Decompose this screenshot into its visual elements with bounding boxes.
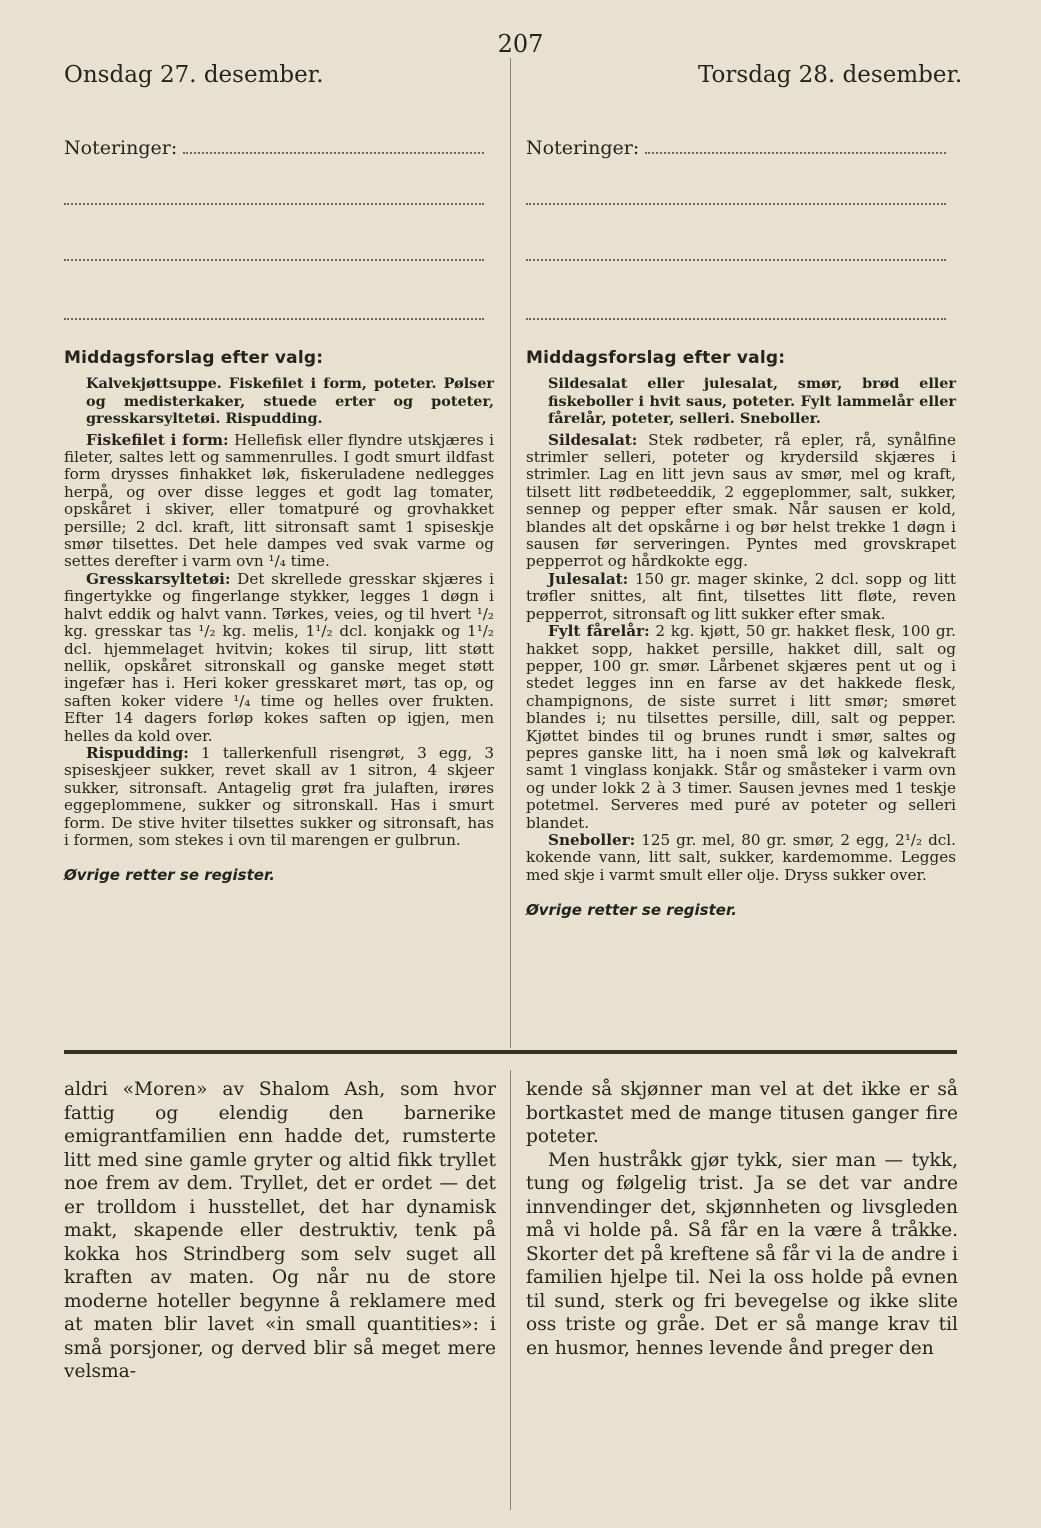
register-note: Øvrige retter se register. xyxy=(64,866,275,885)
recipe xyxy=(64,571,494,745)
menu-heading: Middagsforslag efter valg: xyxy=(64,348,324,368)
left-menu xyxy=(64,350,494,885)
column-divider xyxy=(510,58,511,1048)
recipe-text: Hellefisk eller flyndre utskjæres i fileter, saltes lett og sammenrulles. I godt smurt ildfast form drysses finhakket løk, fiskeruladene nedlegges herpå, og over disse legges et godt lag tomater, opskåret i skiver, eller tomatpuré og grovhakket persille; 2 dcl. kraft, litt sitronsaft samt 1 spiseskje smør tilsettes. Det hele dampes ved svak varme og settes derefter i varm ovn ¹/₄ time. xyxy=(64,430,494,571)
recipe-name: Julesalat: xyxy=(548,569,629,588)
recipe-text: 2 kg. kjøtt, 50 gr. hakket flesk, 100 gr. hakket sopp, hakket persille, hakket dill, salt og pepper, 100 gr. smør. Lårbenet skjæres pent ut og i stedet legges inn en farse av det hakkede flesk, champignons, de siste surret i litt smør; smøret blandes i; nu tilsettes persille, dill, salt og pepper. Kjøttet bindes til og brunes rundt i smør, saltes og pepres ganske litt, ha i noen små løk og kalvekraft samt 1 vinglass konjakk. Står og småsteker i varm ovn og under lokk 2 à 3 timer. Sausen jevnes med 1 teskje potetmel. Serveres med puré av poteter og selleri blandet. xyxy=(526,622,956,832)
essay-paragraph: kende så skjønner man vel at det ikke er så bortkastet med de mange titusen ganger fire poteter. xyxy=(526,1079,958,1147)
recipe-name: Sneboller: xyxy=(548,830,636,849)
recipe-name: Fylt fårelår: xyxy=(548,622,650,641)
recipe-name: Rispudding: xyxy=(86,743,189,762)
page-number: 207 xyxy=(497,30,544,58)
left-notes-section xyxy=(64,134,484,320)
recipe-text: 125 gr. mel, 80 gr. smør, 2 egg, 2¹/₂ dcl. kokende vann, litt salt, sukker, kardemomme. Legges med skje i varmt smult eller olje. Dryss sukker over. xyxy=(526,830,956,884)
left-notes-label: Noteringer: xyxy=(64,137,178,159)
recipe-name: Gresskarsyltetøi: xyxy=(86,569,231,588)
notes-line xyxy=(183,134,484,154)
notes-line xyxy=(64,317,484,320)
right-day-title: Torsdag 28. desember. xyxy=(698,62,963,88)
right-notes-section xyxy=(526,134,946,320)
menu-summary: Kalvekjøttsuppe. Fiskefilet i form, poteter. Pølser og medisterkaker, stuede erter og poteter, gresskarsyltetøi. Rispudding. xyxy=(86,375,494,428)
essay-right-column xyxy=(526,1078,958,1360)
recipe-name: Sildesalat: xyxy=(548,430,638,449)
recipe-text: Det skrellede gresskar skjæres i fingertykke og fingerlange stykker, legges 1 døgn i halvt eddik og halvt vann. Tørkes, veies, og til hvert ¹/₂ kg. gresskar tas ¹/₂ kg. melis, 1¹/₂ dcl. konjakk og 1¹/₂ dcl. hjemmelaget hvitvin; kokes til sirup, litt støtt nellik, opskåret sitronskall og ganske meget støtt ingefær has i. Heri koker gresskaret mørt, tas op, og saften koker videre ¹/₄ time og helles over frukten. Efter 14 dagers forløp kokes saften op igjen, men helles da kold over. xyxy=(64,569,494,745)
right-menu xyxy=(526,350,956,920)
right-notes-label: Noteringer: xyxy=(526,137,640,159)
recipe xyxy=(526,832,956,884)
recipe xyxy=(526,432,956,571)
column-divider xyxy=(510,1070,511,1510)
recipe xyxy=(526,623,956,832)
notes-line xyxy=(526,317,946,320)
notes-line xyxy=(645,134,946,154)
register-note: Øvrige retter se register. xyxy=(526,901,737,920)
recipe-text: Stek rødbeter, rå epler, rå, synålfine strimler selleri, poteter og krydersild skjæres i strimler. Lag en litt jevn saus av smør, mel og kraft, tilsett litt rødbeteeddik, 2 eggeplommer, salt, sukker, sennep og pepper efter smak. Når sausen er kold, blandes alt det opskårne i og bør helst trekke 1 døgn i sausen før serveringen. Pyntes med grovskrapet pepperrot og hårdkokte egg. xyxy=(526,430,956,571)
recipe-text: 1 tallerkenfull risengrøt, 3 egg, 3 spiseskjeer sukker, revet skall av 1 sitron, 4 skjeer sukker, sitronsaft. Antagelig grøt fra julaften, irøres eggeplommene, sukker og sitronskall. Has i smurt form. De stive hviter tilsettes sukker og sitronsaft, has i formen, som stekes i ovn til marengen er gulbrun. xyxy=(64,743,494,849)
left-day-title: Onsdag 27. desember. xyxy=(64,62,324,88)
essay-paragraph: Men hustråkk gjør tykk, sier man — tykk, tung og følgelig trist. Ja se det var andre innvendinger det, skjønnheten og livsgleden må vi holde på. Så får en la være å tråkke. Skorter det på kreftene så får vi la de andre i familien hjelpe til. Nei la oss holde på evnen til sund, sterk og fri bevegelse og ikke slite oss triste og gråe. Det er så mange krav til en husmor, hennes levende ånd preger den xyxy=(526,1149,958,1359)
menu-summary: Sildesalat eller julesalat, smør, brød eller fiskeboller i hvit saus, poteter. Fylt lammelår eller fårelår, poteter, selleri. Sneboller. xyxy=(548,375,956,428)
essay-left-column xyxy=(64,1078,496,1384)
essay-paragraph: aldri «Moren» av Shalom Ash, som hvor fattig og elendig den barnerike emigrantfamilien enn hadde det, rumsterte litt med sine gamle gryter og altid fikk tryllet noe frem av dem. Tryllet, det er ordet — det er trolldom i husstellet, det har dynamisk makt, skapende eller destruktiv, tenk på kokka hos Strindberg som selv suget all kraften av maten. Og når nu de store moderne hoteller begynne å reklamere med at maten blir lavet «in small quantities»: i små porsjoner, og derved blir så meget mere velsma- xyxy=(64,1079,496,1382)
recipe xyxy=(64,745,494,849)
recipe xyxy=(526,571,956,623)
recipe xyxy=(64,432,494,571)
section-separator xyxy=(64,1050,957,1054)
recipe-name: Fiskefilet i form: xyxy=(86,430,229,449)
menu-heading: Middagsforslag efter valg: xyxy=(526,348,786,368)
recipe-text: 150 gr. mager skinke, 2 dcl. sopp og litt trøfler snittes, alt fint, tilsettes litt fløte, reven pepperrot, sitronsaft og litt sukker efter smak. xyxy=(526,569,956,623)
